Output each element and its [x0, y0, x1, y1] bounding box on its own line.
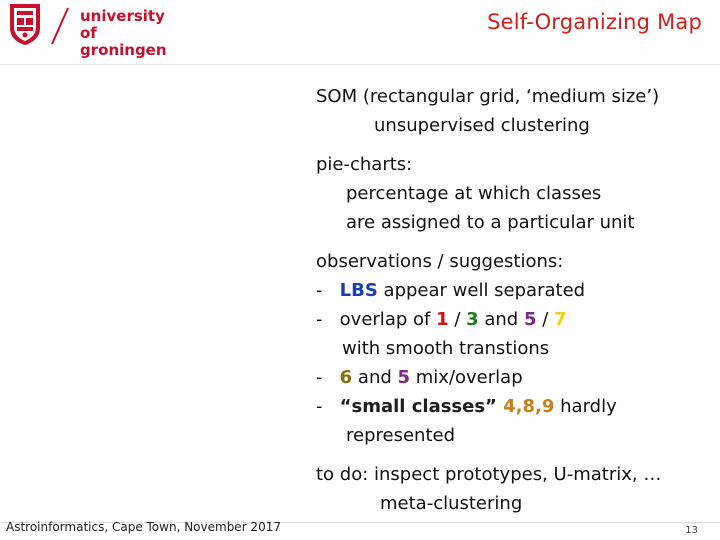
- and-text: and: [352, 367, 398, 388]
- bullet-overlap-cont: with smooth transtions: [342, 338, 550, 359]
- class-1-label: 1: [436, 309, 449, 330]
- crest-icon: [8, 2, 42, 46]
- university-logo: [8, 2, 168, 59]
- bullet-overlap: [316, 305, 716, 334]
- separator: /: [448, 309, 467, 330]
- class-3-label: 3: [466, 309, 479, 330]
- header-band: [0, 0, 720, 64]
- bullet-mix: [316, 363, 716, 392]
- university-line-1: university of: [80, 7, 165, 42]
- bullet-dash: -: [316, 280, 323, 301]
- page-number: 13: [685, 525, 698, 536]
- bullet-text: mix/overlap: [410, 367, 523, 388]
- small-classes-label: “small classes”: [339, 396, 497, 417]
- som-line-1: SOM (rectangular grid, ‘medium size’): [316, 86, 660, 107]
- class-5-label: 5: [523, 309, 537, 330]
- bullet-text: appear well separated: [377, 280, 586, 301]
- class-6-label: 6: [339, 367, 353, 388]
- footer-caption: Astroinformatics, Cape Town, November 2017: [6, 520, 281, 534]
- class-7-label: 7: [554, 309, 567, 330]
- bullet-dash: -: [316, 309, 323, 330]
- bullet-small-classes-cont: represented: [346, 425, 456, 446]
- university-line-2: groningen: [80, 41, 167, 59]
- som-line-2: unsupervised clustering: [374, 115, 590, 136]
- bullet-lbs: [316, 276, 716, 305]
- bullet-dash: -: [316, 396, 323, 417]
- separator: /: [536, 309, 554, 330]
- classes-489-label: 4,8,9: [496, 396, 555, 417]
- todo-line-1: to do: inspect prototypes, U-matrix, …: [316, 464, 662, 485]
- slash-icon: [50, 6, 70, 46]
- bullet-small-classes: [316, 392, 716, 421]
- pie-heading: pie-charts:: [316, 154, 413, 175]
- bullet-dash: -: [316, 367, 323, 388]
- class-5-label: 5: [397, 367, 411, 388]
- university-wordmark: [80, 8, 168, 59]
- pie-line-1: percentage at which classes: [346, 183, 602, 204]
- bullet-text: hardly: [554, 396, 617, 417]
- observations-heading: observations / suggestions:: [316, 251, 564, 272]
- slide-title: Self-Organizing Map: [487, 10, 702, 34]
- header-divider: [0, 64, 720, 65]
- todo-line-2: meta-clustering: [380, 493, 523, 514]
- and-text: and: [478, 309, 524, 330]
- bullet-text: overlap of: [339, 309, 437, 330]
- slide-body: [316, 82, 716, 518]
- pie-line-2: are assigned to a particular unit: [346, 212, 635, 233]
- lbs-label: LBS: [339, 280, 378, 301]
